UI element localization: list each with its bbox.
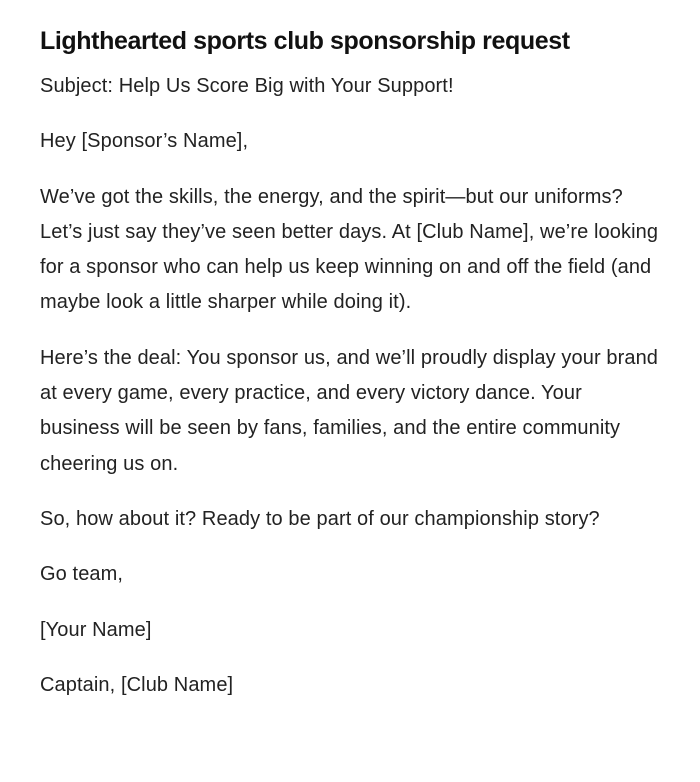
document-title: Lighthearted sports club sponsorship request [40,27,570,55]
greeting-line: Hey [Sponsor’s Name], [40,130,249,153]
subject-line: Subject: Help Us Score Big with Your Support! [40,75,454,97]
closing-line: Go team, [40,563,124,586]
signature-name: [Your Name] [40,618,152,641]
body-paragraph: We’ve got the skills, the energy, and the spirit—but our uniforms? Let’s just say they’ve seen better days. At [Club Name], we’re looking for a sponsor who can help us keep winning on and off the field (and maybe look a little sharper while doing it). [40,185,659,314]
signature-title: Captain, [Club Name] [40,673,234,696]
body-paragraph: So, how about it? Ready to be part of our championship story? [40,507,600,530]
body-paragraph: Here’s the deal: You sponsor us, and we’ll proudly display your brand at every game, every practice, and every victory dance. Your business will be seen by fans, families, and the entire community cheering us on. [40,346,659,475]
